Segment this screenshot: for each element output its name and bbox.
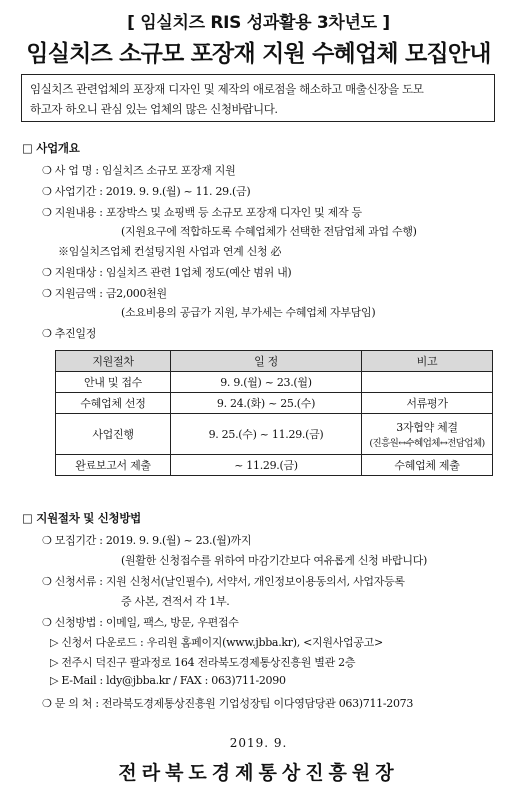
apply-item: (원활한 신청접수를 위하여 마감기간보다 여유롭게 신청 바랍니다) — [121, 554, 427, 567]
page-title: 임실치즈 소규모 포장재 지원 수혜업체 모집안내 — [26, 41, 491, 67]
apply-item: 증 사본, 견적서 각 1부. — [121, 595, 230, 608]
overview-item: ❍ 지원대상 : 임실치즈 관련 1업체 정도(예산 범위 내) — [42, 266, 292, 279]
section-heading-overview: □ 사업개요 — [22, 141, 80, 155]
overview-item: ❍ 사업기간 : 2019. 9. 9.(월) ~ 11. 29.(금) — [42, 185, 251, 198]
table-header: 비고 — [362, 351, 493, 372]
intro-line: 임실치즈 관련업체의 포장재 디자인 및 제작의 애로점을 해소하고 매출신장을 도모 — [30, 82, 424, 96]
table-cell-note: (진흥원↔수혜업체↔전담업체) — [369, 438, 485, 449]
overview-item: ※임실치즈업체 컨설팅지원 사업과 연계 신청 必 — [58, 245, 282, 258]
apply-item: ▷ 전주시 덕진구 팔과정로 164 전라북도경제통상진흥원 별관 2층 — [50, 656, 356, 669]
table-cell: 9. 9.(월) ~ 23.(월) — [171, 372, 362, 393]
table-cell — [362, 414, 493, 455]
table-row — [56, 372, 493, 393]
table-header-row — [56, 351, 493, 372]
table-cell: 사업진행 — [56, 414, 171, 455]
table-cell: 서류평가 — [362, 393, 493, 414]
issuing-organization: 전라북도경제통상진흥원장 — [118, 762, 399, 784]
table-row — [56, 393, 493, 414]
table-cell: 수혜업체 선정 — [56, 393, 171, 414]
apply-item: ❍ 신청방법 : 이메일, 팩스, 방문, 우편접수 — [42, 616, 239, 629]
table-cell — [362, 372, 493, 393]
apply-item: ▷ E-Mail : ldy@jbba.kr / FAX : 063)711-2090 — [50, 674, 286, 687]
overview-item: ❍ 지원내용 : 포장박스 및 쇼핑백 등 소규모 포장재 디자인 및 제작 등 — [42, 206, 362, 219]
issue-date: 2019. 9. — [229, 736, 288, 750]
intro-line: 하고자 하오니 관심 있는 업체의 많은 신청바랍니다. — [30, 102, 278, 116]
overview-item: ❍ 추진일정 — [42, 327, 97, 340]
table-cell: ~ 11.29.(금) — [171, 455, 362, 476]
intro-box — [21, 74, 495, 122]
table-header: 지원절차 — [56, 351, 171, 372]
table-cell: 완료보고서 제출 — [56, 455, 171, 476]
apply-item: ❍ 문 의 처 : 전라북도경제통상진흥원 기업성장팀 이다영담당관 063)711-2073 — [42, 697, 414, 710]
apply-item: ❍ 신청서류 : 지원 신청서(날인필수), 서약서, 개인정보이용동의서, 사업자등록 — [42, 575, 405, 588]
program-title: [ 임실치즈 RIS 성과활용 3차년도 ] — [127, 13, 390, 33]
schedule-table — [55, 350, 493, 476]
table-cell: 9. 25.(수) ~ 11.29.(금) — [171, 414, 362, 455]
overview-item: ❍ 지원금액 : 금2,000천원 — [42, 287, 167, 300]
table-cell: 9. 24.(화) ~ 25.(수) — [171, 393, 362, 414]
overview-item: ❍ 사 업 명 : 임실치즈 소규모 포장재 지원 — [42, 164, 236, 177]
table-cell: 수혜업체 제출 — [362, 455, 493, 476]
overview-item: (지원요구에 적합하도록 수혜업체가 선택한 전담업체 과업 수행) — [121, 225, 417, 238]
table-row — [56, 455, 493, 476]
overview-item: (소요비용의 공급가 지원, 부가세는 수혜업체 자부담임) — [121, 306, 376, 319]
table-cell-text: 3자협약 체결 — [396, 421, 458, 434]
section-heading-apply: □ 지원절차 및 신청방법 — [22, 511, 141, 525]
apply-item: ❍ 모집기간 : 2019. 9. 9.(월) ~ 23.(월)까지 — [42, 534, 252, 547]
table-cell: 안내 및 접수 — [56, 372, 171, 393]
table-row — [56, 414, 493, 455]
apply-item: ▷ 신청서 다운로드 : 우리원 홈페이지(www.jbba.kr), <지원사업공고> — [50, 636, 383, 649]
table-header: 일 정 — [171, 351, 362, 372]
